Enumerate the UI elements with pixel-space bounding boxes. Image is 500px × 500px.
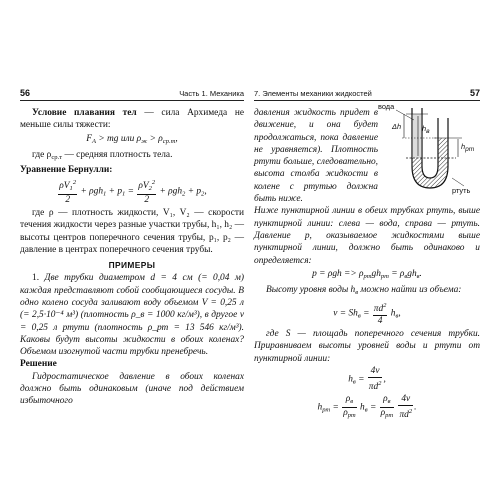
right-page <box>254 88 480 422</box>
examples-heading: ПРИМЕРЫ <box>108 260 156 271</box>
bernoulli-formula: $\frac{\rho V_1^2}{2}$ + $\rho gh_1 + p_1$ = $\frac{\rho V_2^2}{2}$ + $\rho gh_2 + p_2$, <box>59 179 207 206</box>
hrt-formula: $h_{рт}$ = $\frac{\rho_в}{\rho_{рт}}$ $h_в$ = $\frac{\rho_в}{\rho_{рт}}$ $\frac{4v}{\pi d^2}$ . <box>317 394 417 421</box>
h-mercury-label: hрт <box>461 142 475 153</box>
floating-condition-paragraph: Условие плавания тел — сила Архимеда не меньше силы тяжести: <box>20 108 244 131</box>
floating-formula: $F_A$ > mg или $\rho_ж > \rho_{ср.т}$, <box>86 133 178 145</box>
right-running-title: 7. Элементы механики жидкостей <box>254 89 372 98</box>
problem-1: 1. Две трубки диаметром d = 4 см (= 0,04 м) каждая представляют собой сообщающиеся сосуды. В одно колено сосуда заливают воду объемом V = 0,25 л (= 2,5·10⁻⁴ м³) (плотность ρ_в = 1000 кг/м³), в другое v = 0,25 л ртути (плотность ρ_рт = 13 546 кг/м³). Каковы будут высоты жидкости в обоих коленах? Объемом изогнутой части трубки пренебречь. <box>20 273 244 358</box>
solution-heading: Решение <box>20 359 57 370</box>
bernoulli-title: Уравнение Бернулли: <box>20 164 113 175</box>
mercury-label: ртуть <box>452 186 471 195</box>
problem-1-text: Две трубки диаметром d = 4 см (= 0,04 м) каждая представляют собой сообщающиеся сосуды. В одно колено сосуда заливают воду объемом V = 0,25 л (= 2,5·10⁻⁴ м³) (плотность ρ_в = 1000 кг/м³), в другое v = 0,25 л ртути (плотность ρ_рт = 13 546 кг/м³). Каковы будут высоты жидкости в обоих коленах? Объемом изогнутой части трубки пренебречь. <box>20 273 244 358</box>
floating-condition-title: Условие плавания тел <box>32 108 137 118</box>
bernoulli-explanation: где ρ — плотность жидкости, V₁, V₂ — скорости течения жидкости через разные участки трубы, h₁, h₂ — высоты центров поперечного сечения трубы, p₁, p₂ — давление в центрах поперечного сечения трубы. <box>20 208 244 256</box>
right-running-head <box>254 88 480 101</box>
left-page-number: 56 <box>20 88 31 98</box>
h-water-label: hв <box>422 124 430 135</box>
solution-text: Гидростатическое давление в обоих коленах должно быть одинаковым (иначе под действием избыточного <box>20 371 244 407</box>
pressure-formula: $p = \rho gh => \rho_{рт}gh_{рт} = \rho_вgh_в$. <box>312 268 422 280</box>
hv-formula: $h_в$ = $\frac{4v}{\pi d^2}$ , <box>348 366 386 393</box>
left-page <box>20 88 244 408</box>
u-tube-diagram <box>378 102 480 202</box>
delta-h-label: Δh <box>392 122 402 131</box>
volume-formula: $v = Sh_в$ = $\frac{\pi d^2}{4}$ $h_в$, <box>333 302 401 327</box>
area-note: где S — площадь поперечного сечения трубки. Приравниваем высоты уровней воды и ртути от пунктирной линии: <box>254 329 480 364</box>
average-density-note: где $\rho_{ср.т}$ — средняя плотность тела. <box>32 149 173 161</box>
right-text-1b: Ниже пунктирной линии в обеих трубках ртуть, выше пунктирной линии: слева — вода, справа — ртуть. Давление p, оказываемое жидкостями выше пунктирной линии, должно быть одинаково и определяется: <box>254 206 480 266</box>
left-running-head <box>20 88 244 101</box>
water-label: вода <box>378 102 395 111</box>
water-height-intro: Высоту уровня воды $h_в$ можно найти из объема: <box>266 284 462 296</box>
right-text-1: давления жидкость придет в движение, и она будет продолжаться, пока давление не уравняется). Плотность ртути больше, следовательно, высота столба жидкости в колене с ртутью должна быть ниже. <box>254 108 378 205</box>
right-page-number: 57 <box>469 88 480 98</box>
left-running-title: Часть 1. Механика <box>179 89 244 98</box>
